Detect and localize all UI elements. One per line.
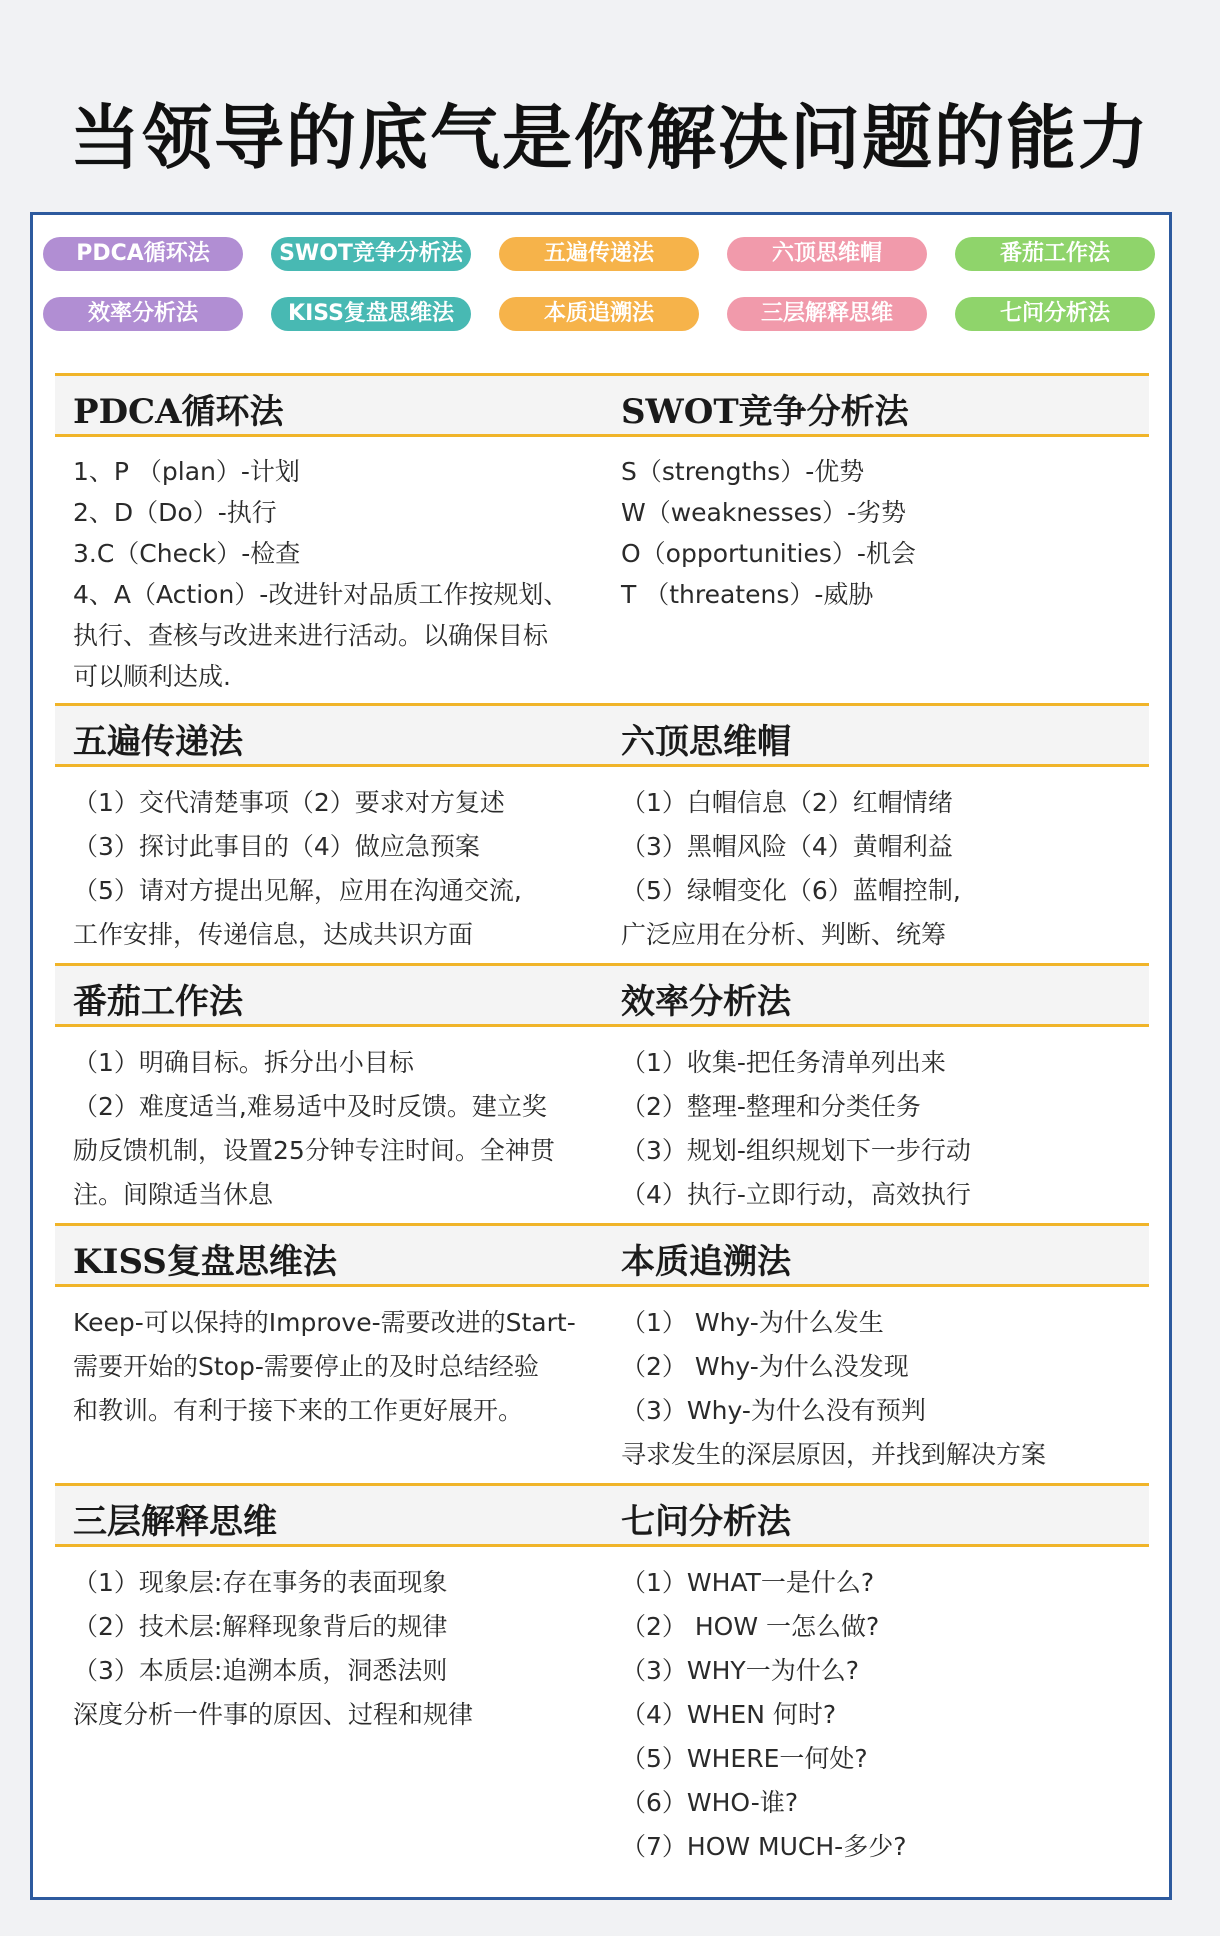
section-heading: 六顶思维帽 bbox=[621, 722, 791, 762]
section-heading: 番茄工作法 bbox=[73, 982, 243, 1022]
text-line: W（weaknesses）-劣势 bbox=[621, 498, 907, 527]
text-line: （3）本质层:追溯本质，洞悉法则 bbox=[73, 1656, 448, 1685]
tag-swot: SWOT竞争分析法 bbox=[271, 237, 471, 271]
text-line: （1）白帽信息（2）红帽情绪 bbox=[621, 788, 953, 817]
page-title: 当领导的底气是你解决问题的能力 bbox=[70, 97, 1150, 179]
text-line: 执行、查核与改进来进行活动。以确保目标 bbox=[73, 621, 549, 650]
section-text-right bbox=[621, 1041, 1141, 1217]
section-header bbox=[55, 703, 1149, 767]
section-text-left bbox=[73, 1561, 603, 1737]
section-text-right bbox=[621, 451, 1141, 615]
text-line: （2）技术层:解释现象背后的规律 bbox=[73, 1612, 448, 1641]
section-pdca-swot bbox=[55, 373, 1149, 703]
section-text-right bbox=[621, 1561, 1141, 1869]
text-line: （2） HOW 一怎么做? bbox=[621, 1612, 880, 1641]
text-line: （3）WHY一为什么? bbox=[621, 1656, 859, 1685]
text-line: （2）整理-整理和分类任务 bbox=[621, 1092, 921, 1121]
tag-three-layer: 三层解释思维 bbox=[727, 297, 927, 331]
section-heading: KISS复盘思维法 bbox=[73, 1242, 337, 1282]
text-line: 注。间隙适当休息 bbox=[73, 1180, 274, 1209]
text-line: 1、P （plan）-计划 bbox=[73, 457, 300, 486]
text-line: 4、A（Action）-改进针对品质工作按规划、 bbox=[73, 580, 569, 609]
text-line: （7）HOW MUCH-多少? bbox=[621, 1832, 907, 1861]
text-line: （5）WHERE一何处? bbox=[621, 1744, 868, 1773]
tag-six-hats: 六顶思维帽 bbox=[727, 237, 927, 271]
text-line: （1）交代清楚事项（2）要求对方复述 bbox=[73, 788, 505, 817]
text-line: 寻求发生的深层原因，并找到解决方案 bbox=[621, 1440, 1047, 1469]
text-line: （1）现象层:存在事务的表面现象 bbox=[73, 1568, 448, 1597]
section-header bbox=[55, 963, 1149, 1027]
section-text-left bbox=[73, 1301, 603, 1433]
text-line: （3）探讨此事目的（4）做应急预案 bbox=[73, 832, 480, 861]
text-line: 3.C（Check）-检查 bbox=[73, 539, 301, 568]
text-line: O（opportunities）-机会 bbox=[621, 539, 916, 568]
text-line: 2、D（Do）-执行 bbox=[73, 498, 277, 527]
section-kiss-essence bbox=[55, 1223, 1149, 1483]
text-line: 励反馈机制，设置25分钟专注时间。全神贯 bbox=[73, 1136, 555, 1165]
tag-grid bbox=[43, 237, 1155, 331]
section-heading: 本质追溯法 bbox=[621, 1242, 791, 1282]
section-header bbox=[55, 1483, 1149, 1547]
section-heading: SWOT竞争分析法 bbox=[621, 392, 909, 432]
text-line: 深度分析一件事的原因、过程和规律 bbox=[73, 1700, 474, 1729]
text-line: 需要开始的Stop-需要停止的及时总结经验 bbox=[73, 1352, 539, 1381]
tag-essence: 本质追溯法 bbox=[499, 297, 699, 331]
text-line: （2） Why-为什么没发现 bbox=[621, 1352, 909, 1381]
section-heading: PDCA循环法 bbox=[73, 392, 284, 432]
text-line: 广泛应用在分析、判断、统筹 bbox=[621, 920, 947, 949]
text-line: 和教训。有利于接下来的工作更好展开。 bbox=[73, 1396, 524, 1425]
section-header bbox=[55, 1223, 1149, 1287]
section-pomodoro-efficiency bbox=[55, 963, 1149, 1223]
section-text-left bbox=[73, 451, 603, 697]
section-text-left bbox=[73, 781, 603, 957]
text-line: （6）WHO-谁? bbox=[621, 1788, 799, 1817]
section-three-seven bbox=[55, 1483, 1149, 1887]
text-line: （5）绿帽变化（6）蓝帽控制, bbox=[621, 876, 961, 905]
section-heading: 七问分析法 bbox=[621, 1502, 791, 1542]
text-line: T （threatens）-威胁 bbox=[621, 580, 874, 609]
tag-kiss: KISS复盘思维法 bbox=[271, 297, 471, 331]
text-line: （2）难度适当,难易适中及时反馈。建立奖 bbox=[73, 1092, 547, 1121]
text-line: （1）明确目标。拆分出小目标 bbox=[73, 1048, 414, 1077]
tag-seven-questions: 七问分析法 bbox=[955, 297, 1155, 331]
tag-five-times: 五遍传递法 bbox=[499, 237, 699, 271]
section-header bbox=[55, 373, 1149, 437]
text-line: Keep-可以保持的Improve-需要改进的Start- bbox=[73, 1308, 576, 1337]
text-line: （3）黑帽风险（4）黄帽利益 bbox=[621, 832, 953, 861]
section-heading: 效率分析法 bbox=[621, 982, 791, 1022]
section-heading: 三层解释思维 bbox=[73, 1502, 277, 1542]
text-line: （4）WHEN 何时? bbox=[621, 1700, 837, 1729]
text-line: 可以顺利达成. bbox=[73, 662, 231, 691]
section-text-left bbox=[73, 1041, 603, 1217]
tag-pomodoro: 番茄工作法 bbox=[955, 237, 1155, 271]
tag-pdca: PDCA循环法 bbox=[43, 237, 243, 271]
section-heading: 五遍传递法 bbox=[73, 722, 243, 762]
tag-efficiency: 效率分析法 bbox=[43, 297, 243, 331]
text-line: 工作安排，传递信息，达成共识方面 bbox=[73, 920, 474, 949]
text-line: （5）请对方提出见解，应用在沟通交流, bbox=[73, 876, 522, 905]
text-line: （3）规划-组织规划下一步行动 bbox=[621, 1136, 971, 1165]
text-line: S（strengths）-优势 bbox=[621, 457, 865, 486]
section-text-right bbox=[621, 1301, 1141, 1477]
section-text-right bbox=[621, 781, 1141, 957]
text-line: （1）收集-把任务清单列出来 bbox=[621, 1048, 946, 1077]
content-frame bbox=[30, 212, 1172, 1900]
text-line: （1） Why-为什么发生 bbox=[621, 1308, 884, 1337]
text-line: （4）执行-立即行动，高效执行 bbox=[621, 1180, 971, 1209]
text-line: （3）Why-为什么没有预判 bbox=[621, 1396, 926, 1425]
section-five-six bbox=[55, 703, 1149, 963]
text-line: （1）WHAT一是什么? bbox=[621, 1568, 875, 1597]
